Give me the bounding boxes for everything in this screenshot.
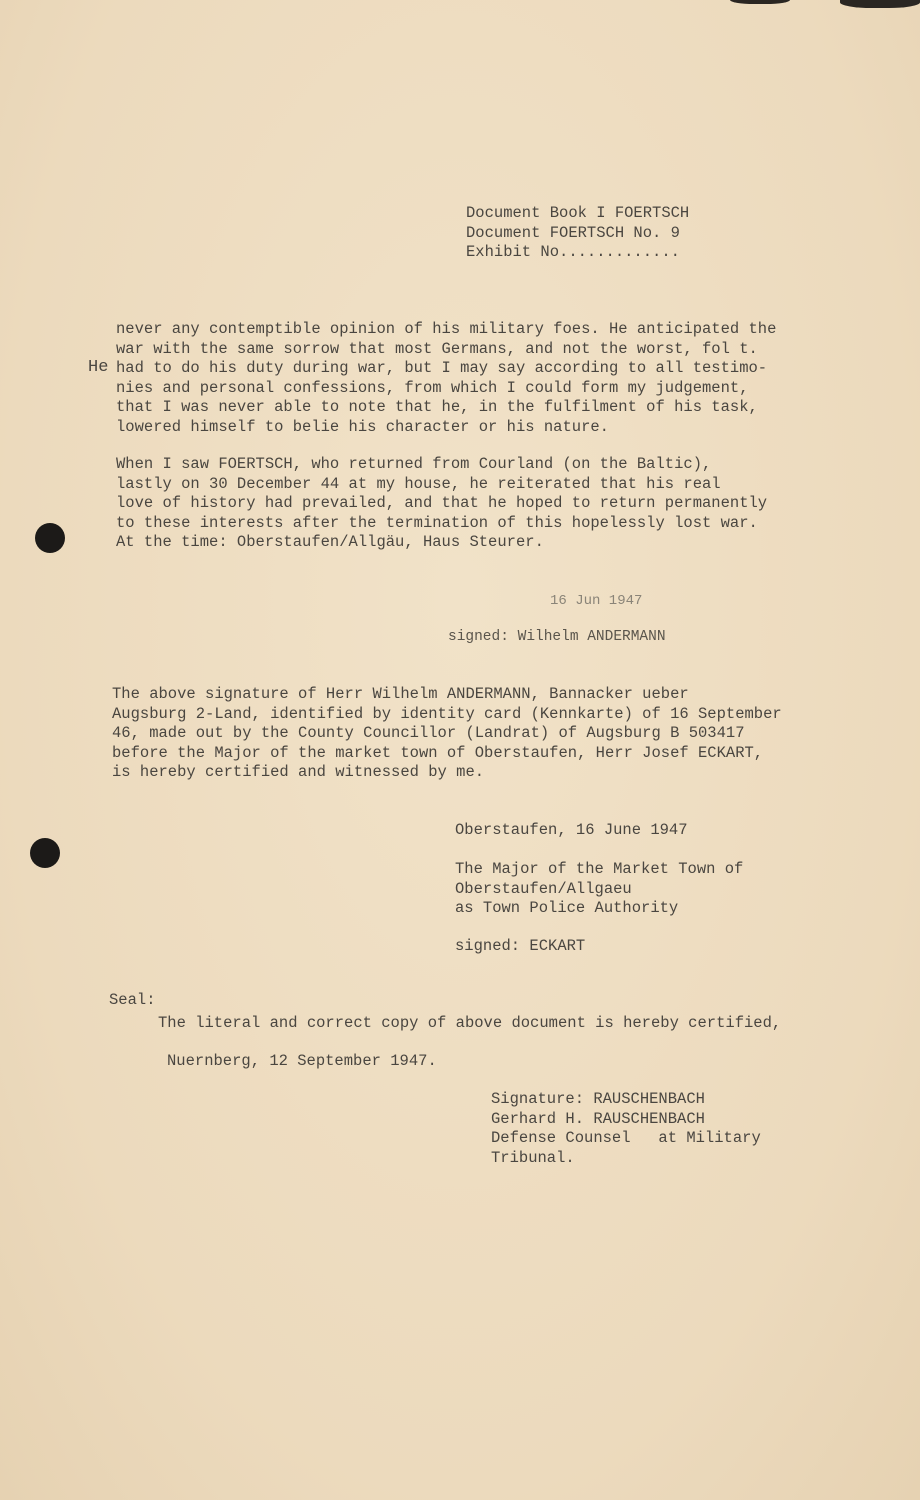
text-line: to these interests after the termination of this hopelessly lost war. (116, 513, 758, 532)
margin-note: He (88, 358, 109, 377)
authority-block (455, 860, 743, 919)
certification-text: The literal and correct copy of above document is hereby certified, (158, 1014, 782, 1032)
text-line: When I saw FOERTSCH, who returned from Courland (on the Baltic), (116, 455, 712, 473)
stamp-date: 16 Jun 1947 (550, 593, 643, 609)
text-line: Gerhard H. RAUSCHENBACH (491, 1109, 705, 1128)
text-line: never any contemptible opinion of his military foes. He anticipated the (116, 320, 777, 338)
document-number: Document FOERTSCH No. 9 (466, 223, 680, 242)
scan-mark (840, 0, 920, 8)
paragraph-1 (116, 320, 776, 437)
text-line: love of history had prevailed, and that he hoped to return permanently (116, 494, 768, 512)
text-line: nies and personal confessions, from which I could form my judgement, (116, 378, 749, 397)
text-line: as Town Police Authority (455, 899, 679, 917)
document-book: Document Book I FOERTSCH (466, 204, 690, 222)
text-line: war with the same sorrow that most Germans, and not the worst, fol t. (116, 339, 758, 358)
text-line: lastly on 30 December 44 at my house, he reiterated that his real (116, 474, 721, 493)
text-line: The above signature of Herr Wilhelm ANDERMANN, Bannacker ueber (112, 685, 689, 703)
text-line: that I was never able to note that he, in the fulfilment of his task, (116, 398, 758, 416)
scan-mark (730, 0, 790, 4)
paragraph-3 (112, 685, 782, 783)
text-line: is hereby certified and witnessed by me. (112, 763, 485, 781)
seal-label: Seal: (109, 991, 156, 1009)
punch-hole (30, 838, 60, 868)
punch-hole (35, 523, 65, 553)
text-line: had to do his duty during war, but I may say according to all testimo- (116, 359, 768, 377)
document-header (466, 204, 689, 263)
place-date: Oberstaufen, 16 June 1947 (455, 821, 688, 839)
text-line: Oberstaufen/Allgaeu (455, 879, 632, 898)
nuernberg-date: Nuernberg, 12 September 1947. (167, 1052, 437, 1070)
text-line: The Major of the Market Town of (455, 860, 744, 878)
text-line: Augsburg 2-Land, identified by identity card (Kennkarte) of 16 September (112, 704, 782, 723)
signed-andermann: signed: Wilhelm ANDERMANN (448, 629, 666, 645)
exhibit-number: Exhibit No............. (466, 243, 680, 261)
text-line: Tribunal. (491, 1148, 575, 1167)
text-line: lowered himself to belie his character or his nature. (116, 417, 609, 436)
signed-eckart: signed: ECKART (455, 937, 586, 955)
text-line: before the Major of the market town of Oberstaufen, Herr Josef ECKART, (112, 743, 764, 762)
paragraph-2 (116, 455, 767, 553)
text-line: At the time: Oberstaufen/Allgäu, Haus Steurer. (116, 533, 544, 551)
text-line: 46, made out by the County Councillor (Landrat) of Augsburg B 503417 (112, 724, 745, 742)
text-line: Signature: RAUSCHENBACH (491, 1090, 705, 1108)
text-line: Defense Counsel at Military (491, 1129, 761, 1147)
defense-counsel-block (491, 1090, 761, 1168)
